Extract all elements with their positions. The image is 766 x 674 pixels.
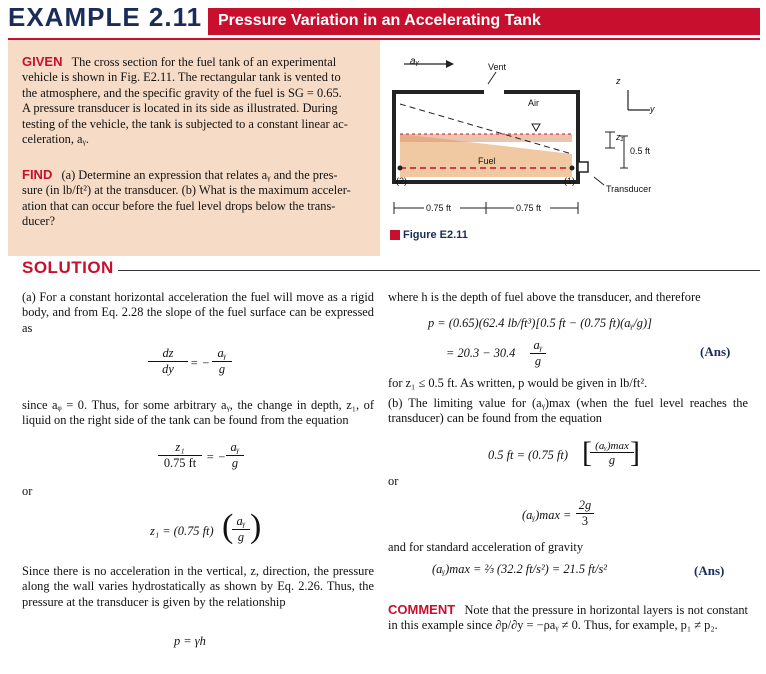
transducer-leader (594, 177, 604, 185)
given-line: celeration, aᵧ. (22, 132, 89, 147)
air-label: Air (528, 98, 539, 108)
accel-arrow-head (446, 60, 454, 68)
caption-marker (390, 230, 400, 240)
find-label: FIND (22, 167, 53, 182)
find-line: sure (in lb/ft²) at the transducer. (b) What is the maximum acceler- (22, 183, 351, 198)
or-1: or (22, 484, 33, 498)
free-surface-symbol (532, 124, 540, 131)
original-surface-band (400, 134, 572, 142)
find-line: ation that can occur before the fuel level drops below the trans- (22, 198, 336, 213)
eq3-paren-left: ( (222, 508, 234, 545)
given-line: vehicle is shown in Fig. E2.11. The rectangular tank is vented to (22, 70, 341, 85)
given-line: the atmosphere, and the specific gravity of the fuel is SG = 0.65. (22, 85, 342, 100)
vent-leader (488, 72, 496, 84)
eq1-equals: = − (190, 356, 210, 370)
point-1-label: (1) (564, 176, 575, 186)
solution-heading: SOLUTION (22, 258, 114, 277)
sol-para-5: for z₁ ≤ 0.5 ft. As written, p would be given in lb/ft². (388, 376, 648, 390)
sol-para-6: (b) The limiting value for (aᵧ)max (when the fuel level reaches the transducer) can be found from the equation (388, 396, 748, 426)
comment-section (388, 602, 748, 634)
find-section (22, 167, 376, 230)
eq7-bracket-left: [ (582, 436, 592, 469)
eq7-lhs: 0.5 ft = (0.75 ft) (488, 448, 568, 462)
sol-para-1: (a) For a constant horizontal acceleration the fuel will move as a rigid body, and from Eq. 2.28 the slope of the fuel surface can be expressed as (22, 290, 374, 335)
answer-a: (Ans) (700, 344, 731, 359)
fuel-label: Fuel (478, 156, 496, 166)
or-2: or (388, 474, 399, 488)
example-title: Pressure Variation in an Accelerating Tank (218, 12, 541, 29)
sol-para-7: and for standard acceleration of gravity (388, 540, 584, 554)
find-line: ducer? (22, 214, 56, 229)
eq1-lhs: dz dy (148, 346, 188, 377)
given-label: GIVEN (22, 54, 63, 69)
eq8-lhs: (aᵧ)max = (522, 508, 572, 522)
figure-caption: Figure E2.11 (403, 229, 468, 241)
accel-label: aᵧ (410, 56, 420, 67)
eq1-rhs: aᵧ g (212, 346, 232, 377)
eq2-equals: = − (206, 450, 226, 464)
eq3-fraction: aᵧ g (232, 514, 250, 545)
eq7-fraction: (aᵧ)max g (590, 440, 634, 468)
eq2-lhs: z₁ 0.75 ft (158, 440, 202, 471)
eq9: (aᵧ)max = ⅔ (32.2 ft/s²) = 21.5 ft/s² (432, 562, 607, 576)
answer-b: (Ans) (694, 563, 725, 578)
eq6-lhs: = 20.3 − 30.4 (446, 346, 516, 360)
transducer-label: Transducer (606, 184, 652, 194)
example-number: EXAMPLE 2.11 (8, 2, 203, 32)
eq3-lhs: z₁ = (0.75 ft) (150, 524, 214, 538)
transducer-body (578, 162, 588, 172)
solution-rule (118, 270, 760, 271)
given-line: The cross section for the fuel tank of an experimental (71, 55, 337, 69)
tank-figure (384, 42, 760, 254)
sol-para-2: since aᵩ = 0. Thus, for some arbitrary aᵧ, the change in depth, z₁, of liquid on the right side of the tank can be found from the equation (22, 398, 374, 428)
y-label: y (650, 104, 655, 114)
sol-para-4: where h is the depth of fuel above the transducer, and therefore (388, 290, 701, 304)
eq8-fraction: 2g 3 (576, 498, 594, 529)
eq6-fraction: aᵧ g (530, 338, 546, 369)
given-section (22, 54, 376, 147)
half-ft-label: 0.5 ft (630, 146, 651, 156)
given-line: A pressure transducer is located in its side as illustrated. During (22, 101, 338, 116)
vent-label: Vent (488, 62, 507, 72)
find-line: (a) Determine an expression that relates aᵧ and the pres- (61, 168, 338, 182)
eq3-paren-right: ) (250, 508, 262, 545)
z1-label: z₁ (616, 132, 624, 142)
comment-text: Note that the pressure in horizontal layers is not constant in this example since ∂p/∂y = −ρaᵧ ≠ 0. Thus, for example, p₁ ≠ p₂. (388, 603, 748, 633)
point-2 (398, 166, 403, 171)
point-2-label: (2) (396, 176, 407, 186)
eq2-rhs: aᵧ g (226, 440, 244, 471)
z-label: z (616, 76, 621, 86)
eq7-bracket-right: ] (630, 436, 640, 469)
point-1 (570, 166, 575, 171)
sol-para-3: Since there is no acceleration in the vertical, z, direction, the pressure along the wall varies hydrostatically as shown by Eq. 2.26. Thus, the pressure at the transducer is given by the relationship (22, 564, 374, 609)
given-line: testing of the vehicle, the tank is subjected to a constant linear ac- (22, 116, 348, 131)
eq4: p = γh (174, 634, 206, 648)
eq5: p = (0.65)(62.4 lb/ft³)[0.5 ft − (0.75 ft)(aᵧ/g)] (428, 316, 652, 330)
right-dim-label: 0.75 ft (516, 203, 542, 213)
comment-label: COMMENT (388, 602, 456, 617)
left-dim-label: 0.75 ft (426, 203, 452, 213)
